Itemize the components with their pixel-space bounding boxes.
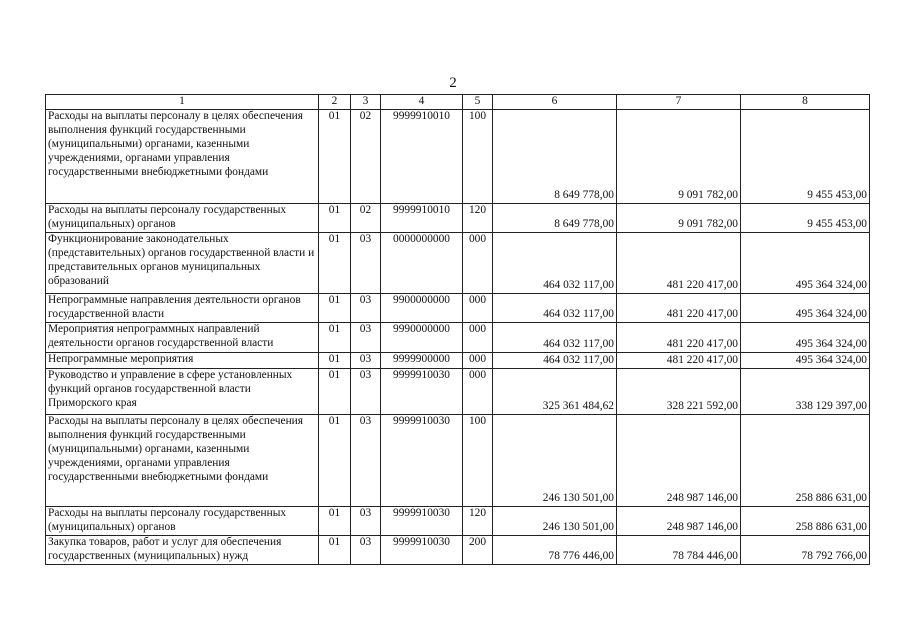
budget-table: [45, 94, 870, 565]
row-name: Расходы на выплаты персоналу государственных (муниципальных) органов: [46, 507, 319, 536]
row-amount-col8: 78 792 766,00: [741, 536, 870, 565]
row-name: Непрограммные мероприятия: [46, 353, 319, 369]
row-subsection: 03: [351, 294, 381, 323]
row-target-article: 9999910010: [381, 110, 463, 204]
row-amount-col6: 78 776 446,00: [493, 536, 617, 565]
row-target-article: 0000000000: [381, 233, 463, 294]
row-expense-type: 100: [463, 415, 493, 507]
row-amount-col8: 495 364 324,00: [741, 294, 870, 323]
row-amount-col7: 328 221 592,00: [617, 369, 741, 415]
header-row: [46, 95, 870, 110]
row-subsection: 03: [351, 323, 381, 353]
row-section: 01: [319, 110, 351, 204]
row-amount-col6: 464 032 117,00: [493, 353, 617, 369]
row-subsection: 03: [351, 415, 381, 507]
table-row: [46, 536, 870, 565]
table-row: [46, 204, 870, 233]
row-amount-col7: 481 220 417,00: [617, 323, 741, 353]
row-amount-col6: 8 649 778,00: [493, 110, 617, 204]
page-number: 2: [449, 75, 457, 91]
row-section: 01: [319, 415, 351, 507]
header-cell: 6: [493, 95, 617, 110]
header-cell: 5: [463, 95, 493, 110]
table-row: [46, 369, 870, 415]
row-amount-col6: 464 032 117,00: [493, 294, 617, 323]
row-target-article: 9999910010: [381, 204, 463, 233]
row-expense-type: 120: [463, 507, 493, 536]
row-amount-col6: 464 032 117,00: [493, 323, 617, 353]
row-subsection: 02: [351, 110, 381, 204]
header-cell: 1: [46, 95, 319, 110]
table-body: [46, 110, 870, 565]
row-subsection: 03: [351, 507, 381, 536]
row-name: Расходы на выплаты персоналу государственных (муниципальных) органов: [46, 204, 319, 233]
row-section: 01: [319, 536, 351, 565]
row-amount-col6: 246 130 501,00: [493, 415, 617, 507]
table-row: [46, 323, 870, 353]
row-expense-type: 000: [463, 353, 493, 369]
table-header: [46, 95, 870, 110]
header-cell: 4: [381, 95, 463, 110]
row-name: Расходы на выплаты персоналу в целях обеспечения выполнения функций государственными (муниципальными) органами, казенными учреждениями, органами управления государственными внебюджетными фондами: [46, 110, 319, 204]
row-amount-col6: 8 649 778,00: [493, 204, 617, 233]
row-subsection: 03: [351, 233, 381, 294]
row-expense-type: 000: [463, 294, 493, 323]
row-subsection: 03: [351, 536, 381, 565]
row-expense-type: 200: [463, 536, 493, 565]
row-subsection: 02: [351, 204, 381, 233]
row-expense-type: 120: [463, 204, 493, 233]
row-name: Мероприятия непрограммных направлений деятельности органов государственной власти: [46, 323, 319, 353]
row-target-article: 9999910030: [381, 369, 463, 415]
row-amount-col8: 495 364 324,00: [741, 233, 870, 294]
table-row: [46, 353, 870, 369]
row-target-article: 9999910030: [381, 536, 463, 565]
row-amount-col6: 325 361 484,62: [493, 369, 617, 415]
table-row: [46, 415, 870, 507]
header-cell: 8: [741, 95, 870, 110]
row-section: 01: [319, 233, 351, 294]
row-name: Закупка товаров, работ и услуг для обеспечения государственных (муниципальных) нужд: [46, 536, 319, 565]
row-amount-col8: 258 886 631,00: [741, 507, 870, 536]
row-amount-col7: 248 987 146,00: [617, 507, 741, 536]
row-amount-col7: 9 091 782,00: [617, 110, 741, 204]
row-target-article: 9990000000: [381, 323, 463, 353]
row-name: Функционирование законодательных (представительных) органов государственной власти и представительных органов муниципальных образований: [46, 233, 319, 294]
row-section: 01: [319, 294, 351, 323]
row-amount-col7: 78 784 446,00: [617, 536, 741, 565]
row-amount-col8: 495 364 324,00: [741, 353, 870, 369]
table-row: [46, 294, 870, 323]
row-target-article: 9999910030: [381, 507, 463, 536]
header-cell: 3: [351, 95, 381, 110]
row-amount-col6: 246 130 501,00: [493, 507, 617, 536]
row-expense-type: 000: [463, 369, 493, 415]
row-section: 01: [319, 323, 351, 353]
row-amount-col8: 9 455 453,00: [741, 204, 870, 233]
row-amount-col8: 258 886 631,00: [741, 415, 870, 507]
row-subsection: 03: [351, 369, 381, 415]
row-section: 01: [319, 507, 351, 536]
row-target-article: 9900000000: [381, 294, 463, 323]
row-expense-type: 000: [463, 323, 493, 353]
row-expense-type: 000: [463, 233, 493, 294]
row-amount-col7: 481 220 417,00: [617, 353, 741, 369]
row-expense-type: 100: [463, 110, 493, 204]
row-amount-col7: 481 220 417,00: [617, 233, 741, 294]
table-row: [46, 233, 870, 294]
row-section: 01: [319, 204, 351, 233]
row-amount-col7: 9 091 782,00: [617, 204, 741, 233]
row-amount-col8: 495 364 324,00: [741, 323, 870, 353]
row-name: Расходы на выплаты персоналу в целях обеспечения выполнения функций государственными (муниципальными) органами, казенными учреждениями, органами управления государственными внебюджетными фондами: [46, 415, 319, 507]
row-amount-col6: 464 032 117,00: [493, 233, 617, 294]
row-name: Руководство и управление в сфере установленных функций органов государственной власти Приморского края: [46, 369, 319, 415]
row-amount-col8: 338 129 397,00: [741, 369, 870, 415]
row-section: 01: [319, 369, 351, 415]
row-target-article: 9999900000: [381, 353, 463, 369]
row-subsection: 03: [351, 353, 381, 369]
header-cell: 2: [319, 95, 351, 110]
row-amount-col7: 248 987 146,00: [617, 415, 741, 507]
row-section: 01: [319, 353, 351, 369]
row-name: Непрограммные направления деятельности органов государственной власти: [46, 294, 319, 323]
row-amount-col8: 9 455 453,00: [741, 110, 870, 204]
header-cell: 7: [617, 95, 741, 110]
table-row: [46, 507, 870, 536]
row-amount-col7: 481 220 417,00: [617, 294, 741, 323]
table-row: [46, 110, 870, 204]
row-target-article: 9999910030: [381, 415, 463, 507]
